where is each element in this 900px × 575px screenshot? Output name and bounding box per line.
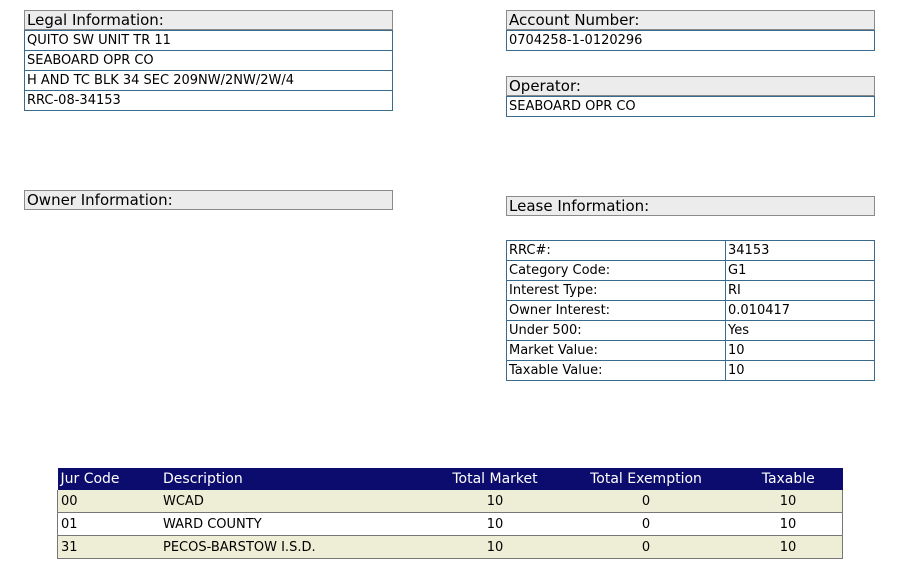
jur-taxable: 10: [734, 490, 843, 513]
lease-value: 10: [726, 341, 875, 361]
lease-value: G1: [726, 261, 875, 281]
legal-info-header: Legal Information:: [24, 10, 393, 30]
lease-value: 34153: [726, 241, 875, 261]
table-row: [58, 513, 843, 536]
col-header-jur-code: Jur Code: [58, 468, 161, 490]
jur-description: WCAD: [160, 490, 432, 513]
jur-taxable: 10: [734, 536, 843, 559]
lease-value: RI: [726, 281, 875, 301]
lease-label: Category Code:: [507, 261, 726, 281]
operator-header: Operator:: [506, 76, 875, 96]
col-header-taxable: Taxable: [734, 468, 843, 490]
col-header-total-market: Total Market: [432, 468, 558, 490]
lease-row: [507, 341, 875, 361]
jur-code: 01: [58, 513, 161, 536]
jur-taxable: 10: [734, 513, 843, 536]
jurisdiction-header-row: [58, 468, 843, 490]
jur-description: WARD COUNTY: [160, 513, 432, 536]
table-row: [58, 536, 843, 559]
lease-label: Market Value:: [507, 341, 726, 361]
legal-line: RRC-08-34153: [25, 90, 392, 110]
lease-row: [507, 361, 875, 381]
jur-description: PECOS-BARSTOW I.S.D.: [160, 536, 432, 559]
legal-line: H AND TC BLK 34 SEC 209NW/2NW/2W/4: [25, 70, 392, 90]
account-number-box: [506, 30, 875, 51]
lease-row: [507, 261, 875, 281]
lease-value: Yes: [726, 321, 875, 341]
operator-value: SEABOARD OPR CO: [507, 96, 874, 116]
jur-total-exemption: 0: [558, 513, 734, 536]
col-header-description: Description: [160, 468, 432, 490]
lease-row: [507, 241, 875, 261]
account-number-value: 0704258-1-0120296: [507, 30, 874, 50]
owner-info-header: Owner Information:: [24, 190, 393, 210]
lease-label: Owner Interest:: [507, 301, 726, 321]
jur-total-market: 10: [432, 513, 558, 536]
lease-row: [507, 301, 875, 321]
account-number-header: Account Number:: [506, 10, 875, 30]
operator-box: [506, 96, 875, 117]
legal-info-box: [24, 30, 393, 111]
table-row: [58, 490, 843, 513]
lease-info-table: [506, 240, 875, 381]
lease-row: [507, 281, 875, 301]
legal-line: QUITO SW UNIT TR 11: [25, 30, 392, 50]
lease-info-header: Lease Information:: [506, 196, 875, 216]
jur-code: 00: [58, 490, 161, 513]
lease-value: 0.010417: [726, 301, 875, 321]
jur-total-market: 10: [432, 536, 558, 559]
jur-code: 31: [58, 536, 161, 559]
lease-label: Under 500:: [507, 321, 726, 341]
jurisdiction-table: [57, 468, 843, 559]
jur-total-exemption: 0: [558, 536, 734, 559]
lease-label: Taxable Value:: [507, 361, 726, 381]
col-header-total-exemption: Total Exemption: [558, 468, 734, 490]
lease-value: 10: [726, 361, 875, 381]
lease-row: [507, 321, 875, 341]
legal-line: SEABOARD OPR CO: [25, 50, 392, 70]
jur-total-market: 10: [432, 490, 558, 513]
jur-total-exemption: 0: [558, 490, 734, 513]
lease-label: Interest Type:: [507, 281, 726, 301]
lease-label: RRC#:: [507, 241, 726, 261]
